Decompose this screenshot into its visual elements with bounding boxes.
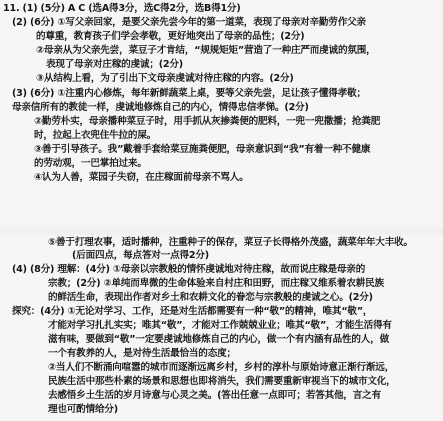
q11-4-answer-line: 的鲜活生命，表现出作者对乡土和农耕文化的眷恋与宗教般的虔诚之心。(2分) xyxy=(48,292,373,303)
q11-4-explore-line: ②当人们不断涌向喧嚣的城市而逐渐远离乡村，乡村的淳朴与原始诗意正渐行渐远， xyxy=(48,362,395,373)
q11-2-answer-line: 的尊重，教育孩子们学会孝敬，更好地突出了母亲的品性；(2分) xyxy=(36,31,305,42)
q11-3-answer-line: 母亲信所有的教徒一样，虔诚地修炼自己的内心，情得忠信孝悌。(2分) xyxy=(12,102,309,113)
q11-3-answer-line: ②勤劳朴实，母亲播种菜豆子时，用手抓从灰掺粪便的肥料，一兜一兜撒播；抢粪肥 xyxy=(34,116,381,127)
q11-4-explore-line: 一个有教养的人，是对待生活最恰当的态度； xyxy=(48,348,236,359)
q11-1-answer: 11. (1) (5分) A C (选A得3分，选C得2分，选B得1分) xyxy=(3,3,241,14)
q11-2-answer-line: 表现了母亲对庄稼的虔诚；(2分) xyxy=(46,59,183,70)
q11-3-answer-line: 的劳动观，一巴掌拍过来。 xyxy=(34,158,147,169)
q11-4-explore-line: 滋有味，要做到“敬”一定要虔诚地修炼自己的内心，做一个有内涵有品性的人，做 xyxy=(48,334,389,345)
q11-3-scoring-note: (后面四点，每点答对一点得2分) xyxy=(72,250,209,261)
q11-2-answer-line: ③从结构上看，为了引出下文母亲虔诚对待庄稼的内容。(2分) xyxy=(36,73,294,84)
q11-3-answer-line: ④认为人善，菜园子失窃，在庄稼面前母亲不骂人。 xyxy=(34,172,249,183)
q11-3-answer-line: ③善于引导孩子。我”戴着手套给菜豆施粪便肥，母亲意识到“我”有着一种不健康 xyxy=(34,144,371,155)
page-gap xyxy=(0,227,443,235)
q11-3-answer-line: 时，拉起上衣兜住牛拉的屎。 xyxy=(34,130,157,141)
q11-4-explore-line: 才能对学习扎扎实实；唯其“敬”，才能对工作兢兢业业；唯其“敬”，才能生活得有 xyxy=(48,320,392,331)
q11-4-answer-line: 宗教；(2分) ②单纯而卑微的生命体验来自村庄和田野，而庄稼又维系着农耕民族 xyxy=(48,278,384,289)
q11-4-explore-line: 探究：(4分) ①无论对学习、工作，还是对生活都需要有一种“敬”的精神，唯其“敬”， xyxy=(12,306,373,317)
q11-4-explore-line: 去感悟乡土生活的岁月诗意与心灵之美。(答出任意一点即可；若答其他，言之有 xyxy=(48,390,381,401)
q11-4-answer-line: (4) (8分) 理解：(4分) ①母亲以宗教般的情怀虔诚地对待庄稼，故而说庄稼是母亲的 xyxy=(12,264,366,275)
q11-2-answer-line: (2) (6分) ①写父亲回家，是要父亲先尝今年的第一道菜，表现了母亲对辛勤劳作父亲 xyxy=(12,17,366,28)
q11-3-answer-line: (3) (6分) ①注重内心修炼，每年新鲜蔬菜上桌，要等父亲先尝，足让孩子懂得孝敬； xyxy=(12,88,366,99)
q11-2-answer-line: ②母亲从为父亲先尝，菜豆子才肯结，“规规矩矩”营造了一种庄严而虔诚的氛围， xyxy=(36,45,376,56)
q11-3-answer-line: ⑤善于打理农事，适时播种，注重种子的保存，菜豆子长得格外茂盛，蔬菜年年大丰收。 xyxy=(48,237,413,248)
answer-key-part-2 xyxy=(0,236,443,421)
q11-4-explore-line: 理也可酌情给分) xyxy=(48,404,118,415)
q11-4-explore-line: 民族生活中那些朴素的场景和思想也即将消失，我们需要重新审视当下的城市文化， xyxy=(48,376,396,387)
